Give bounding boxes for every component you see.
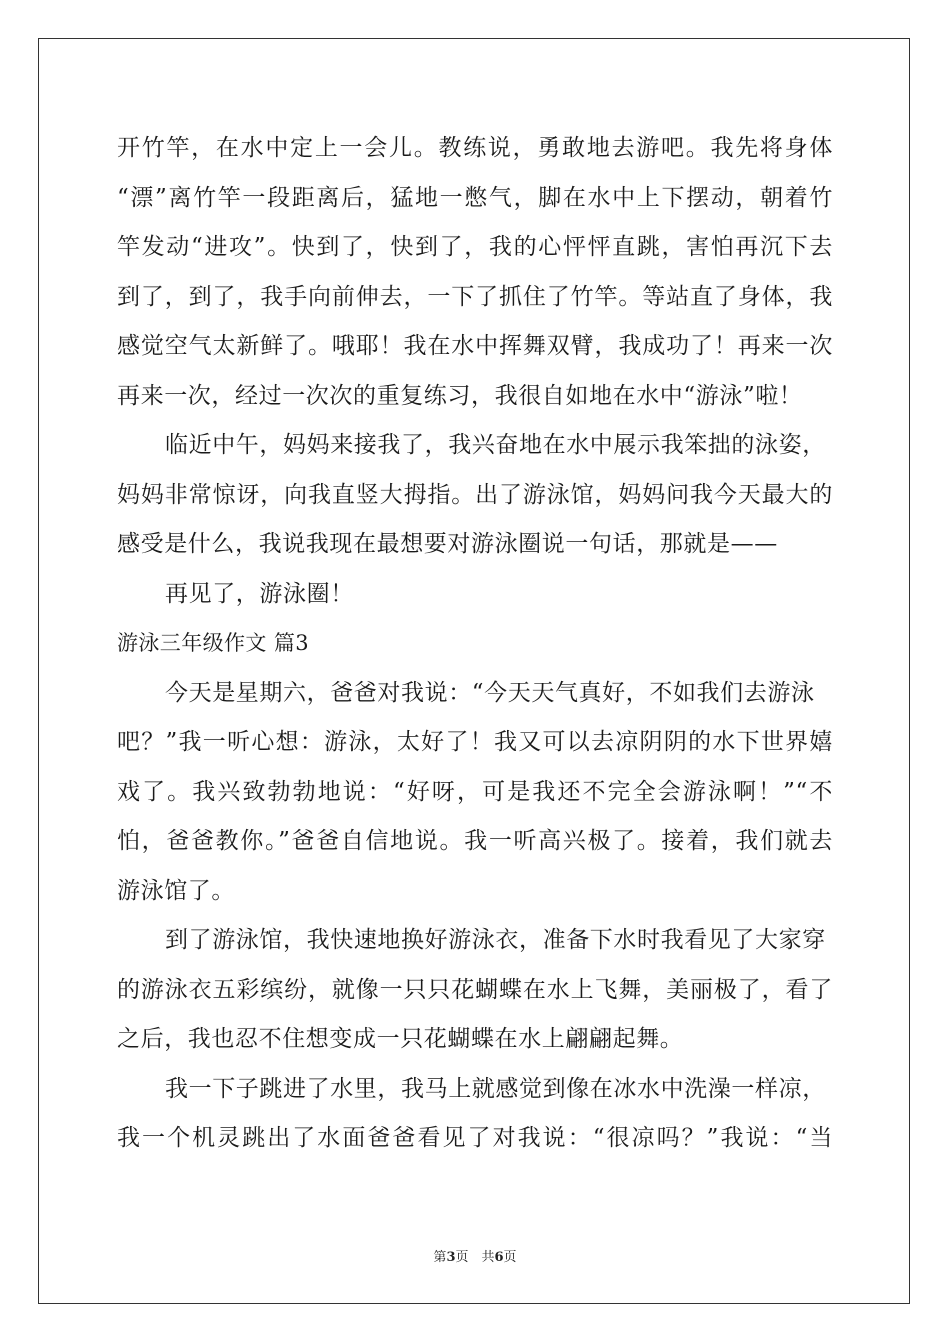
section-heading: 游泳三年级作文 篇3 [117, 631, 310, 655]
text-line: 开竹竿，在水中定上一会儿。教练说，勇敢地去游吧。我先将身体 [117, 135, 833, 161]
text-line: 游泳馆了。 [117, 877, 235, 904]
text-line: 妈妈非常惊讶，向我直竖大拇指。出了游泳馆，妈妈问我今天最大的 [117, 481, 833, 508]
paragraph-start: 临近中午，妈妈来接我了，我兴奋地在水中展示我笨拙的泳姿， [165, 432, 826, 458]
text-line: 我一个机灵跳出了水面爸爸看见了对我说：“很凉吗？”我说：“当 [117, 1125, 833, 1151]
page-suffix: 页 [503, 1250, 517, 1265]
page-mid: 页 共 [455, 1250, 495, 1265]
page-prefix: 第 [433, 1250, 447, 1265]
document-body [117, 124, 833, 1164]
text-line: 感受是什么，我说我现在最想要对游泳圈说一句话，那就是—— [117, 531, 778, 557]
text-line: 怕，爸爸教你。”爸爸自信地说。我一听高兴极了。接着，我们就去 [117, 828, 833, 854]
text-line: 的游泳衣五彩缤纷，就像一只只花蝴蝶在水上飞舞，美丽极了，看了 [117, 976, 833, 1003]
text-line: 之后，我也忍不住想变成一只花蝴蝶在水上翩翩起舞。 [117, 1026, 684, 1052]
text-line: 吧？”我一听心想：游泳，太好了！我又可以去凉阴阴的水下世界嬉 [117, 729, 833, 755]
paragraph-start: 我一下子跳进了水里，我马上就感觉到像在冰水中洗澡一样凉， [165, 1075, 826, 1102]
text-line: 竿发动“进攻”。快到了，快到了，我的心怦怦直跳，害怕再沉下去 [117, 234, 833, 260]
paragraph-start: 今天是星期六，爸爸对我说：“今天天气真好，不如我们去游泳 [165, 679, 815, 706]
text-line: 到了，到了，我手向前伸去，一下了抓住了竹竿。等站直了身体，我 [117, 283, 833, 310]
text-line: 戏了。我兴致勃勃地说：“好呀，可是我还不完全会游泳啊！”“不 [117, 778, 833, 805]
total-page-number: 6 [494, 1250, 504, 1265]
text-line: 感觉空气太新鲜了。哦耶！我在水中挥舞双臂，我成功了！再来一次 [117, 333, 833, 359]
text-line: “漂”离竹竿一段距离后，猛地一憋气，脚在水中上下摆动，朝着竹 [117, 184, 833, 211]
text-line: 再来一次，经过一次次的重复练习，我很自如地在水中“游泳”啦！ [117, 382, 803, 409]
page-number-footer [0, 1246, 950, 1265]
paragraph-start: 再见了，游泳圈！ [165, 580, 354, 607]
current-page-number: 3 [446, 1250, 456, 1265]
paragraph-start: 到了游泳馆，我快速地换好游泳衣，准备下水时我看见了大家穿 [165, 927, 826, 953]
